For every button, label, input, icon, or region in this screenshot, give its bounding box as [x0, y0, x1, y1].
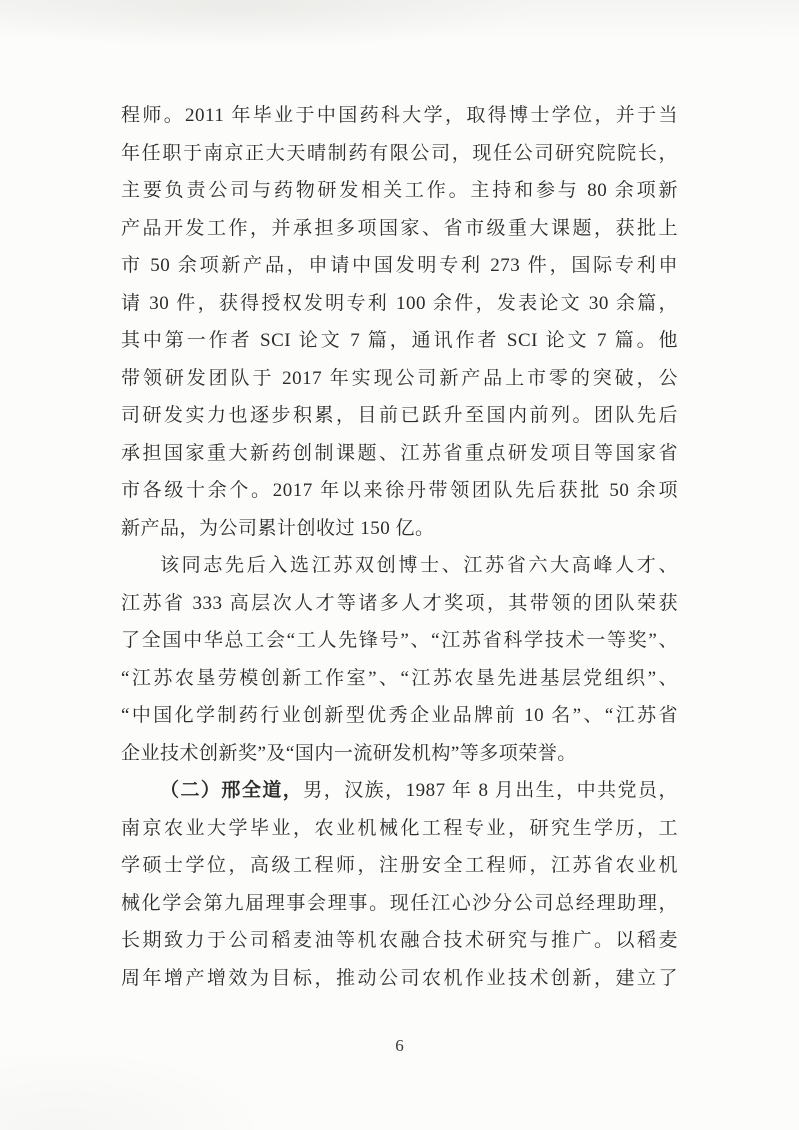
text-block [121, 97, 678, 997]
text-line: 其中第一作者 SCI 论文 7 篇，通讯作者 SCI 论文 7 篇。他 [121, 330, 678, 351]
text-line: 市 50 余项新产品，申请中国发明专利 273 件，国际专利申 [121, 255, 678, 276]
text-line: 承担国家重大新药创制课题、江苏省重点研发项目等国家省 [121, 442, 678, 464]
text-line: 长期致力于公司稻麦油等机农融合技术研究与推广。以稻麦 [121, 930, 678, 951]
page-number: 6 [395, 1036, 404, 1055]
text-line: 带领研发团队于 2017 年实现公司新产品上市零的突破，公 [121, 367, 678, 389]
text-line: 械化学会第九届理事会理事。现任江心沙分公司总经理助理， [121, 892, 678, 914]
text-line: 企业技术创新奖”及“国内一流研发机构”等多项荣誉。 [121, 742, 577, 764]
text-line: 司研发实力也逐步积累，目前已跃升至国内前列。团队先后 [121, 405, 678, 426]
text-line: 程师。2011 年毕业于中国药科大学，取得博士学位，并于当 [121, 105, 678, 126]
text-line: 江苏省 333 高层次人才等诸多人才奖项，其带领的团队荣获 [121, 592, 678, 614]
text-line: 年任职于南京正大天晴制药有限公司，现任公司研究院院长， [121, 142, 678, 164]
text-line: （二）邢全道，男，汉族，1987 年 8 月出生，中共党员， [160, 780, 678, 801]
text-line: 请 30 件，获得授权发明专利 100 余件，发表论文 30 余篇， [121, 292, 678, 314]
text-line: 市各级十余个。2017 年以来徐丹带领团队先后获批 50 余项 [121, 480, 678, 501]
text-line: 南京农业大学毕业，农业机械化工程专业，研究生学历，工 [121, 817, 678, 839]
text-line: 周年增产增效为目标，推动公司农机作业技术创新，建立了 [121, 967, 678, 989]
text-line: 该同志先后入选江苏双创博士、江苏省六大高峰人才、 [160, 555, 678, 576]
text-line: 学硕士学位，高级工程师，注册安全工程师，江苏省农业机 [121, 855, 678, 876]
text-line: 新产品，为公司累计创收过 150 亿。 [121, 517, 435, 539]
person-name-bold: （二）邢全道， [160, 780, 304, 801]
text-line: 主要负责公司与药物研发相关工作。主持和参与 80 余项新 [121, 180, 678, 201]
text-line: “江苏农垦劳模创新工作室”、“江苏农垦先进基层党组织”、 [121, 667, 678, 689]
text-line: 产品开发工作，并承担多项国家、省市级重大课题，获批上 [121, 217, 678, 239]
text-line: “中国化学制药行业创新型优秀企业品牌前 10 名”、“江苏省 [121, 705, 678, 726]
text-line: 了全国中华总工会“工人先锋号”、“江苏省科学技术一等奖”、 [121, 630, 678, 651]
